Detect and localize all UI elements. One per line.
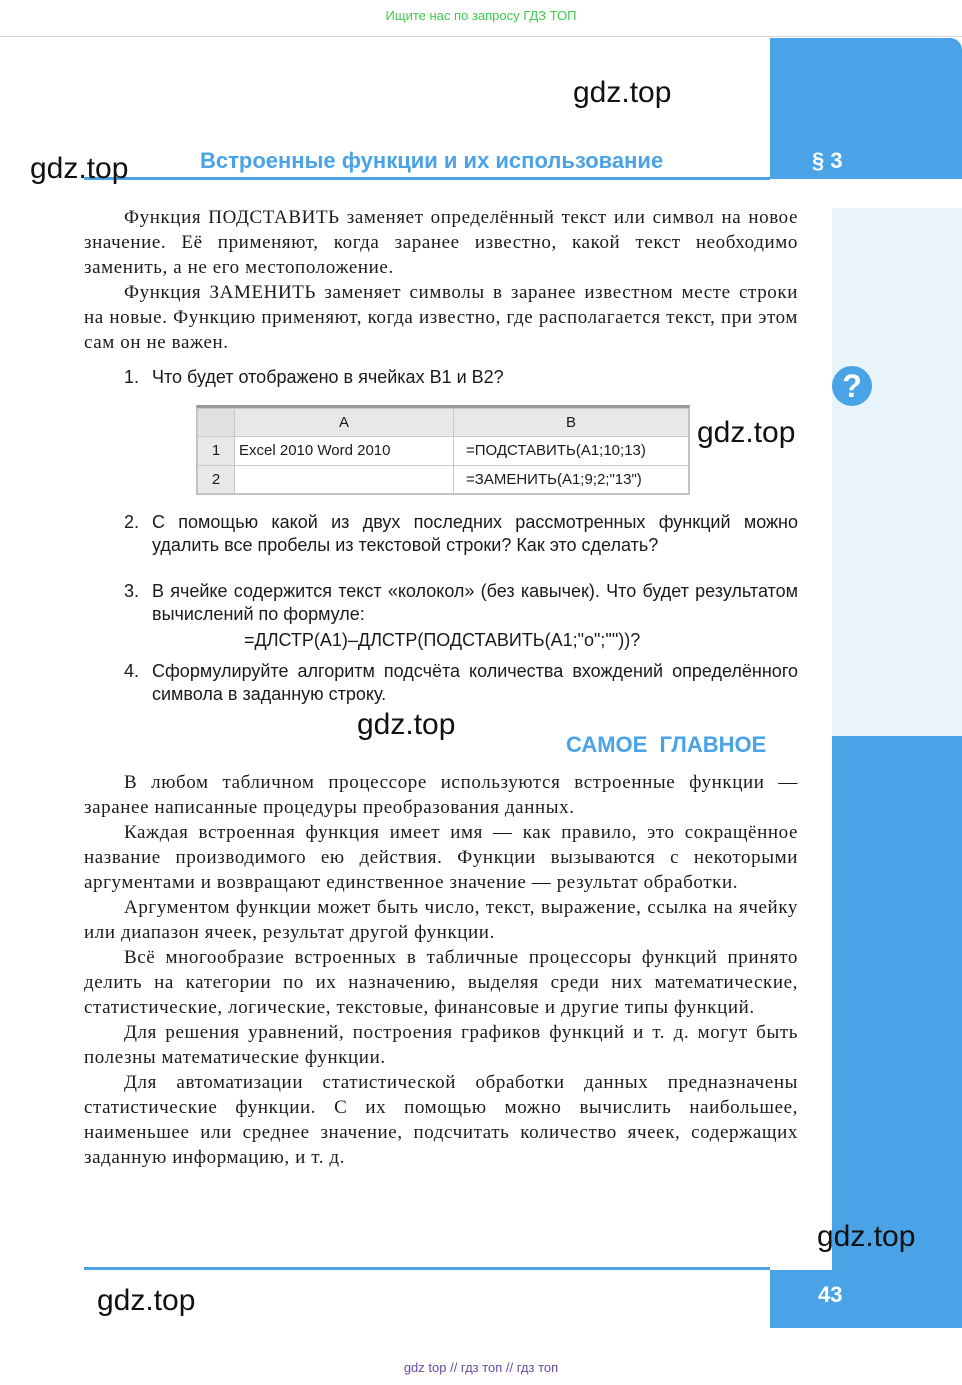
intro-paragraph: Функция ЗАМЕНИТЬ заменяет символы в заранее известном месте строки на новые. Функцию применяют, когда известно, где располагается текст, при этом сам он не важен.: [84, 282, 798, 353]
question-item: [124, 580, 798, 626]
summary-paragraph: Для решения уравнений, построения графиков функций и т. д. могут быть полезны математические функции.: [84, 1022, 798, 1068]
sheet-row-number: 1: [198, 437, 235, 465]
watermark: gdz.top: [30, 152, 129, 185]
sheet-col-header: A: [235, 409, 454, 437]
watermark: gdz.top: [97, 1284, 196, 1317]
footer-links[interactable]: gdz top // гдз топ // гдз топ: [403, 1360, 559, 1375]
question-item: [124, 366, 798, 389]
side-tab-bottom: [770, 1270, 962, 1328]
formula: =ДЛСТР(A1)–ДЛСТР(ПОДСТАВИТЬ(A1;"о";""))?: [244, 630, 641, 650]
sheet-cell: =ЗАМЕНИТЬ(A1;9;2;"13"): [454, 465, 689, 493]
sheet-cell: Excel 2010 Word 2010: [235, 437, 454, 465]
side-panel-blue: [832, 736, 962, 1270]
watermark: gdz.top: [817, 1220, 916, 1253]
question-icon: ?: [832, 366, 872, 406]
question-item: [124, 511, 798, 557]
sheet-cell: =ПОДСТАВИТЬ(A1;10;13): [454, 437, 689, 465]
question-number: 1.: [124, 367, 140, 387]
watermark: gdz.top: [357, 708, 456, 741]
summary-title: САМОЕ ГЛАВНОЕ: [566, 732, 767, 757]
summary-paragraph: Всё многообразие встроенных в табличные процессоры функций принято делить на категории по их назначению, выделяя среди них математические, статистические, логические, текстовые, финансовые и другие типы функций.: [84, 947, 798, 1018]
side-tab-top: [770, 38, 962, 179]
page-number: 43: [818, 1282, 843, 1307]
sheet-col-header: B: [454, 409, 689, 437]
question-item: [124, 660, 798, 706]
summary-text: [84, 770, 798, 1170]
top-banner[interactable]: Ищите нас по запросу ГДЗ ТОП: [385, 8, 577, 23]
intro-paragraph: Функция ПОДСТАВИТЬ заменяет определённый текст или символ на новое значение. Её применяют, когда заранее известно, какой текст необходимо заменить, а не его местоположение.: [84, 207, 798, 278]
question-text: В ячейке содержится текст «колокол» (без кавычек). Что будет результатом вычислений по формуле:: [152, 581, 798, 624]
header-rule: [84, 177, 770, 180]
summary-paragraph: Аргументом функции может быть число, текст, выражение, ссылка на ячейку или диапазон ячеек, результат другой функции.: [84, 897, 798, 943]
sheet-corner: [198, 409, 235, 437]
question-text: Что будет отображено в ячейках B1 и B2?: [152, 367, 504, 387]
footer-rule: [84, 1267, 770, 1270]
summary-paragraph: Каждая встроенная функция имеет имя — как правило, это сокращённое название производимого ею действия. Функции вызываются с некоторыми аргументами и возвращают единственное значение — результат обработки.: [84, 822, 798, 893]
question-text: Сформулируйте алгоритм подсчёта количества вхождений определённого символа в заданную строку.: [152, 661, 798, 704]
spreadsheet-image: [196, 405, 690, 495]
question-number: 4.: [124, 661, 140, 681]
sheet-cell: [235, 465, 454, 493]
intro-text: [84, 205, 798, 355]
question-text: С помощью какой из двух последних рассмотренных функций можно удалить все пробелы из текстовой строки? Как это сделать?: [152, 512, 798, 555]
summary-paragraph: В любом табличном процессоре используются встроенные функции — заранее написанные процедуры преобразования данных.: [84, 772, 798, 818]
question-number: 2.: [124, 512, 140, 532]
watermark: gdz.top: [573, 76, 672, 109]
sheet-row-number: 2: [198, 465, 235, 493]
section-title: Встроенные функции и их использование: [200, 148, 664, 173]
watermark: gdz.top: [697, 416, 796, 449]
side-panel-light: [832, 208, 962, 736]
summary-paragraph: Для автоматизации статистической обработки данных предназначены статистические функции. С их помощью можно вычислить наибольшее, наименьшее или среднее значение, подсчитать количество ячеек, содержащих заданную информацию, и т. д.: [84, 1072, 798, 1168]
section-number: § 3: [812, 148, 843, 173]
question-number: 3.: [124, 581, 140, 601]
